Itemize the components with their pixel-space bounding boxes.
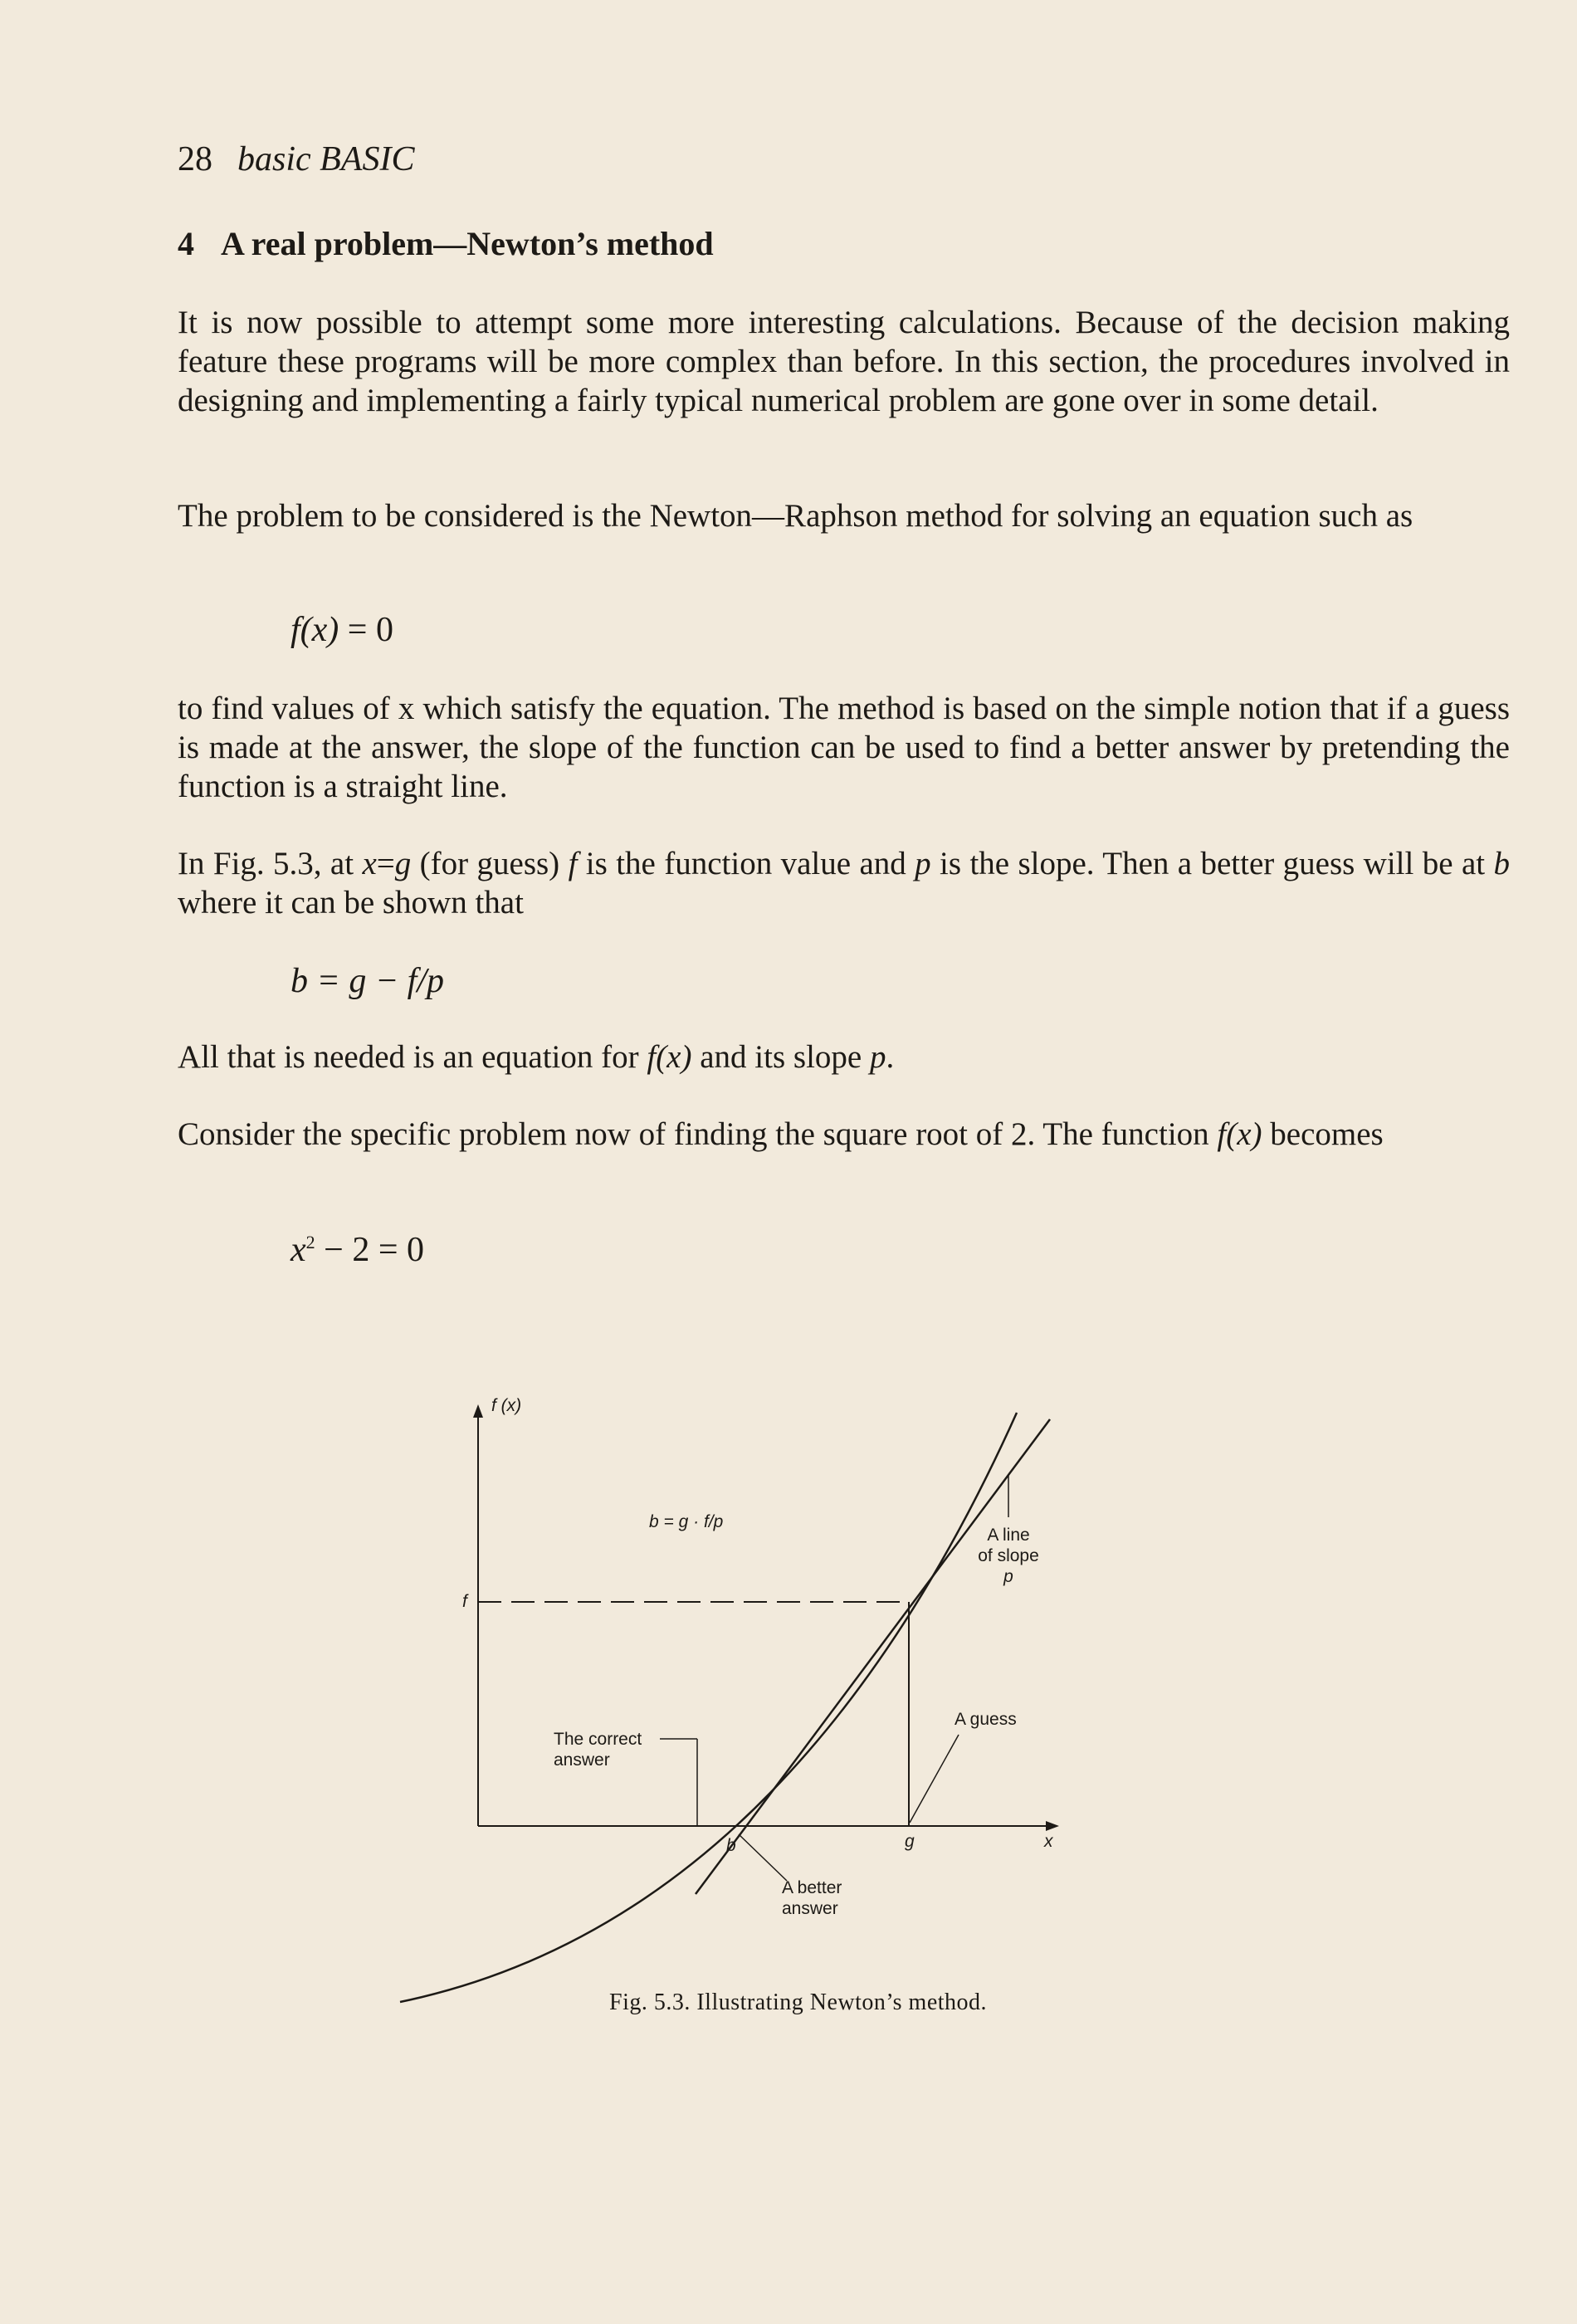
- x-axis-arrow: [1046, 1821, 1059, 1831]
- better-pointer: [739, 1834, 787, 1881]
- text: In Fig. 5.3, at: [178, 846, 363, 881]
- slope-label-line2: of slope: [978, 1546, 1039, 1565]
- f-label: f: [462, 1592, 467, 1611]
- paragraph-figure-ref: [178, 844, 1510, 922]
- var-fx: f(x): [647, 1039, 692, 1075]
- running-head: [178, 139, 414, 179]
- section-number: 4: [178, 225, 194, 262]
- equation-rest: − 2 = 0: [315, 1231, 425, 1269]
- formula-label: b = g · f/p: [649, 1512, 724, 1531]
- text: =: [376, 846, 395, 881]
- equation-exponent: 2: [305, 1232, 315, 1252]
- section-heading: [178, 224, 714, 263]
- text: becomes: [1262, 1116, 1384, 1152]
- text: (for guess): [411, 846, 569, 881]
- var-x: x: [362, 846, 377, 881]
- slope-label-p: p: [1003, 1567, 1013, 1586]
- var-p: p: [915, 846, 931, 881]
- paragraph-intro: It is now possible to attempt some more interesting calculations. Because of the decision making feature these programs will be more complex than before. In this section, the procedures involved in designing and implementing a fairly typical numerical problem are gone over in some detail.: [178, 305, 1510, 418]
- text: .: [886, 1039, 895, 1075]
- figure-diagram: [390, 1386, 1096, 2034]
- better-label-line2: answer: [782, 1899, 838, 1918]
- paragraph-problem: The problem to be considered is the Newton—Raphson method for solving an equation such as: [178, 498, 1413, 534]
- guess-label: A guess: [954, 1710, 1017, 1729]
- g-label: g: [905, 1832, 915, 1851]
- y-axis-arrow: [473, 1404, 483, 1418]
- book-title: basic BASIC: [237, 140, 415, 178]
- page-number: 28: [178, 140, 212, 178]
- equation-x-squared: [290, 1230, 424, 1270]
- equation-x: x: [290, 1231, 306, 1269]
- correct-label-line2: answer: [554, 1750, 610, 1770]
- correct-label-line1: The correct: [554, 1730, 642, 1749]
- tangent-line: [696, 1419, 1050, 1894]
- b-label: b: [726, 1836, 736, 1855]
- section-title: A real problem—Newton’s method: [221, 225, 714, 262]
- text: where it can be shown that: [178, 885, 524, 920]
- slope-label-line1: A line: [987, 1526, 1030, 1545]
- equation-lhs: f(x): [290, 611, 339, 649]
- var-b: b: [1493, 846, 1510, 881]
- guess-pointer: [910, 1735, 959, 1823]
- var-fx: f(x): [1217, 1116, 1262, 1152]
- x-axis-label: x: [1044, 1832, 1053, 1851]
- var-f: f: [568, 846, 578, 881]
- better-label-line1: A better: [782, 1878, 842, 1897]
- equation-rhs: = 0: [339, 611, 393, 649]
- var-g: g: [394, 846, 412, 881]
- y-axis-label: f (x): [491, 1396, 522, 1415]
- paragraph-square-root: [178, 1115, 1510, 1154]
- text: is the slope. Then a better guess will be at: [930, 846, 1494, 881]
- var-p: p: [869, 1039, 886, 1075]
- figure-caption: Fig. 5.3. Illustrating Newton’s method.: [609, 1990, 988, 2015]
- text: is the function value and: [577, 846, 915, 881]
- equation-newton-step: b = g − f/p: [290, 962, 445, 1000]
- text: All that is needed is an equation for: [178, 1039, 647, 1075]
- function-curve: [400, 1413, 1017, 2002]
- paragraph-needed: [178, 1038, 1510, 1077]
- figure-newton-method: [390, 1386, 1096, 2034]
- paragraph-method: to find values of x which satisfy the equation. The method is based on the simple notion that if a guess is made at the answer, the slope of the function can be used to find a better answer by pretending the function is a straight line.: [178, 691, 1510, 804]
- text: Consider the specific problem now of finding the square root of 2. The function: [178, 1116, 1218, 1152]
- equation-fx-zero: [290, 610, 393, 650]
- text: and its slope: [691, 1039, 870, 1075]
